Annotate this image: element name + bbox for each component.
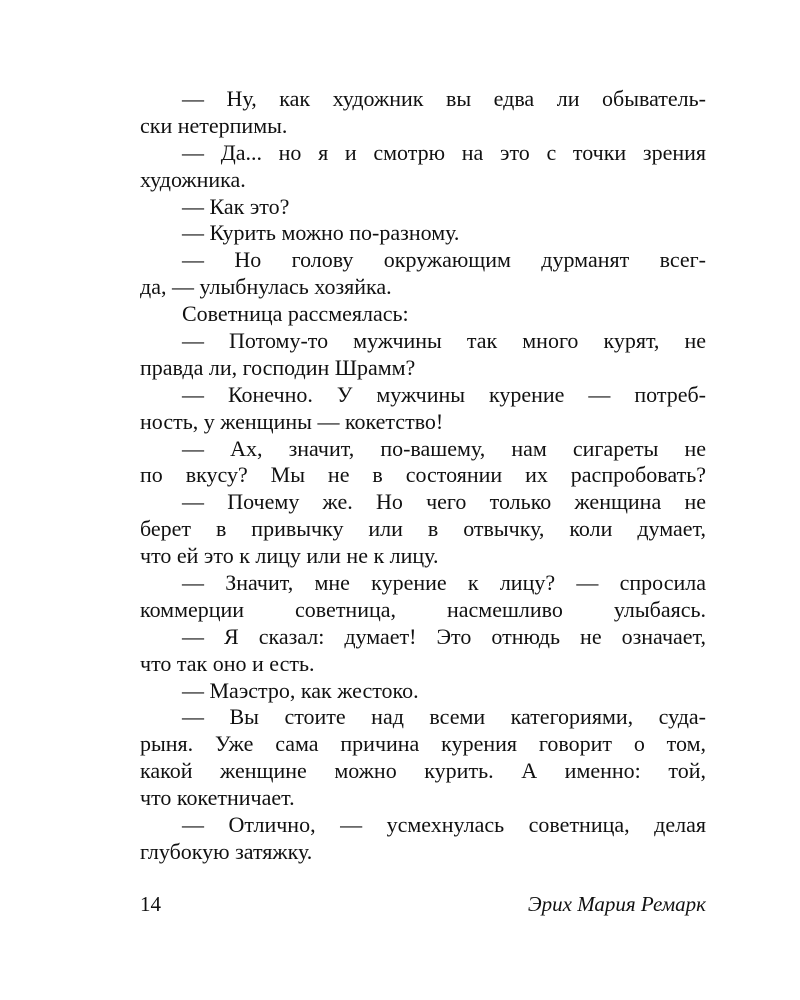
text-line: — Потому-то мужчины так много курят, не [182,328,706,354]
text-line: что ей это к лицу или не к лицу. [140,543,439,569]
text-line: — Ах, значит, по-вашему, нам сигареты не [182,435,706,461]
text-line: художника. [140,166,246,192]
page-number: 14 [140,892,161,916]
text-line: глубокую затяжку. [140,838,313,864]
text-line: — Почему же. Но чего только женщина не [182,489,706,515]
text-line: правда ли, господин Шрамм? [140,354,416,380]
text-line: — Вы стоите над всеми категориями, суда- [182,704,706,730]
text-line: по вкусу? Мы не в состоянии их распробовать? [140,462,706,488]
text-line: какой женщине можно курить. А именно: той, [140,758,706,784]
text-line: да, — улыбнулась хозяйка. [140,274,392,300]
text-line: ность, у женщины — кокетство! [140,408,444,434]
text-line: — Маэстро, как жестоко. [182,677,419,703]
text-line: — Курить можно по-разному. [182,220,460,246]
page-footer [140,890,706,918]
text-line: — Отлично, — усмехнулась советница, делая [182,812,706,838]
text-line: — Но голову окружающим дурманят всег- [182,247,706,273]
text-line: — Конечно. У мужчины курение — потреб- [182,381,706,407]
text-line: ски нетерпимы. [140,112,288,138]
text-line: берет в привычку или в отвычку, коли думает, [140,516,706,542]
text-line: — Да... но я и смотрю на это с точки зрения [182,139,706,165]
text-line: что так оно и есть. [140,650,315,676]
text-line: — Значит, мне курение к лицу? — спросила [182,570,706,596]
body-text [140,86,706,866]
running-author: Эрих Мария Ремарк [527,892,706,916]
text-line: — Как это? [182,193,290,219]
text-line: — Я сказал: думает! Это отнюдь не означает, [182,623,706,649]
text-line: что кокетничает. [140,785,295,811]
text-line: — Ну, как художник вы едва ли обыватель- [182,86,706,111]
text-line: коммерции советница, насмешливо улыбаясь. [140,596,706,622]
text-line: Советница рассмеялась: [182,301,409,327]
text-line: рыня. Уже сама причина курения говорит о том, [140,731,706,757]
